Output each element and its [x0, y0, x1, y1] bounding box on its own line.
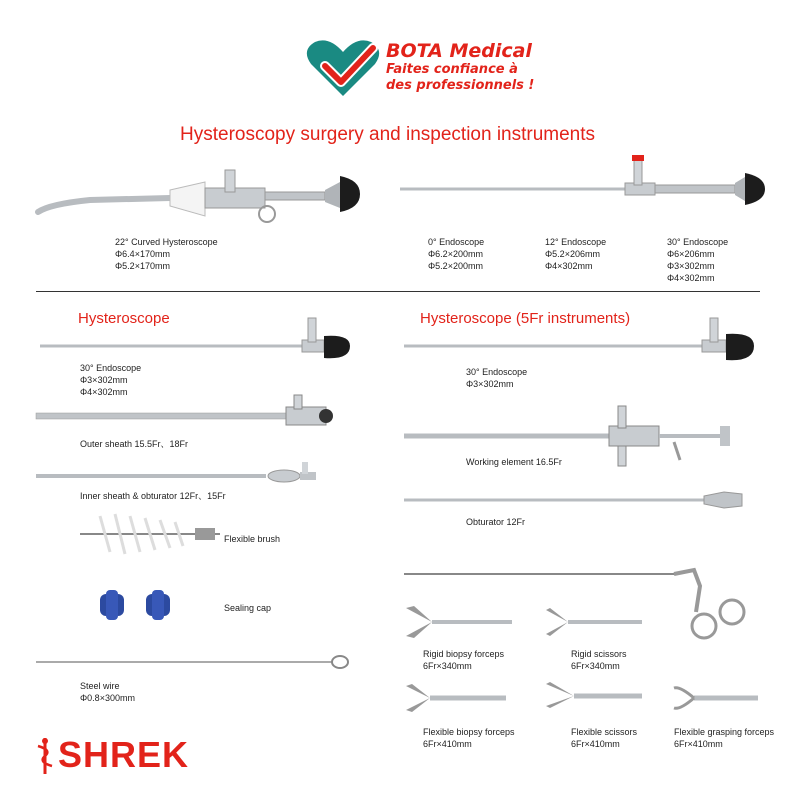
rigid-scissors-spec: 6Fr×340mm — [571, 661, 620, 671]
endo0-caption — [428, 236, 484, 272]
endo30-spec2: Φ3×302mm — [667, 261, 715, 271]
flexible-scissors-spec: 6Fr×410mm — [571, 739, 620, 749]
endo12-spec1: Φ5.2×206mm — [545, 249, 600, 259]
obturator-caption: Obturator 12Fr — [466, 517, 526, 527]
flexible-brush-image — [80, 512, 220, 556]
outer-sheath-caption: Outer sheath 15.5Fr、18Fr — [80, 439, 189, 449]
right-endo30-caption — [466, 366, 527, 390]
rigid-biopsy-name: Rigid biopsy forceps — [423, 649, 505, 659]
left-endoscope-image — [40, 318, 360, 364]
brand-tagline-2: des professionnels ! — [386, 78, 535, 93]
flexible-biopsy-caption — [423, 726, 515, 750]
endo30-name: 30° Endoscope — [667, 237, 729, 247]
flexible-scissors-name: Flexible scissors — [571, 727, 638, 737]
endo12-caption — [545, 236, 606, 272]
page-title: Hysteroscopy surgery and inspection instruments — [180, 124, 596, 145]
flexible-biopsy-name: Flexible biopsy forceps — [423, 727, 515, 737]
left-endo30-spec1: Φ3×302mm — [80, 375, 128, 385]
right-endo30-spec: Φ3×302mm — [466, 379, 514, 389]
curved-hysteroscope-image — [30, 160, 370, 230]
endo0-spec2: Φ5.2×200mm — [428, 261, 483, 271]
endo12-name: 12° Endoscope — [545, 237, 607, 247]
rigid-scissors-image — [544, 602, 644, 642]
endo30-caption — [667, 236, 728, 284]
right-endoscope-image — [404, 318, 764, 364]
flexible-grasping-forceps-image — [672, 682, 760, 716]
rigid-scissors-name: Rigid scissors — [571, 649, 627, 659]
obturator-image — [404, 490, 744, 510]
working-element-image — [404, 402, 744, 472]
section-divider — [36, 291, 760, 292]
sealing-cap-caption: Sealing cap — [224, 603, 272, 613]
flexible-biopsy-spec: 6Fr×410mm — [423, 739, 472, 749]
inner-sheath-image — [36, 462, 326, 492]
endo30-spec3: Φ4×302mm — [667, 273, 715, 283]
steel-wire-name: Steel wire — [80, 681, 120, 691]
left-endo30-name: 30° Endoscope — [80, 363, 142, 373]
endo0-spec1: Φ6.2×200mm — [428, 249, 483, 259]
flexible-brush-caption: Flexible brush — [224, 534, 281, 544]
endo30-spec1: Φ6×206mm — [667, 249, 715, 259]
sealing-cap-image — [98, 588, 178, 622]
flexible-grasping-name: Flexible grasping forceps — [674, 727, 775, 737]
brand-tagline-1: Faites confiance à — [386, 62, 518, 77]
curved-hysteroscope-name: 22° Curved Hysteroscope — [115, 237, 218, 247]
curved-hysteroscope-spec1: Φ6.4×170mm — [115, 249, 170, 259]
curved-hysteroscope-caption — [115, 236, 218, 272]
bota-heart-logo — [303, 38, 383, 100]
outer-sheath-image — [36, 395, 336, 431]
right-heading: Hysteroscope (5Fr instruments) — [420, 310, 631, 327]
brand-name: BOTA Medical — [386, 40, 532, 62]
caduceus-icon — [36, 738, 54, 774]
flexible-scissors-image — [544, 680, 644, 714]
endo0-name: 0° Endoscope — [428, 237, 485, 247]
flexible-scissors-caption — [571, 726, 637, 750]
endo12-spec2: Φ4×302mm — [545, 261, 593, 271]
steel-wire-caption — [80, 680, 135, 704]
left-heading: Hysteroscope — [78, 310, 170, 327]
curved-hysteroscope-spec2: Φ5.2×170mm — [115, 261, 170, 271]
flexible-grasping-caption — [674, 726, 774, 750]
shrek-brand: SHREK — [58, 734, 190, 775]
rigid-scissors-caption — [571, 648, 627, 672]
flexible-biopsy-forceps-image — [404, 682, 508, 716]
top-endoscope-image — [400, 155, 770, 205]
left-endo30-caption — [80, 362, 141, 398]
rigid-biopsy-spec: 6Fr×340mm — [423, 661, 472, 671]
steel-wire-image — [36, 652, 356, 672]
flexible-grasping-spec: 6Fr×410mm — [674, 739, 723, 749]
steel-wire-spec: Φ0.8×300mm — [80, 693, 135, 703]
rigid-biopsy-forceps-image — [404, 602, 514, 642]
inner-sheath-caption: Inner sheath & obturator 12Fr、15Fr — [80, 491, 226, 501]
rigid-biopsy-caption — [423, 648, 504, 672]
working-element-caption: Working element 16.5Fr — [466, 457, 562, 467]
left-endo30-spec2: Φ4×302mm — [80, 387, 128, 397]
right-endo30-name: 30° Endoscope — [466, 367, 528, 377]
